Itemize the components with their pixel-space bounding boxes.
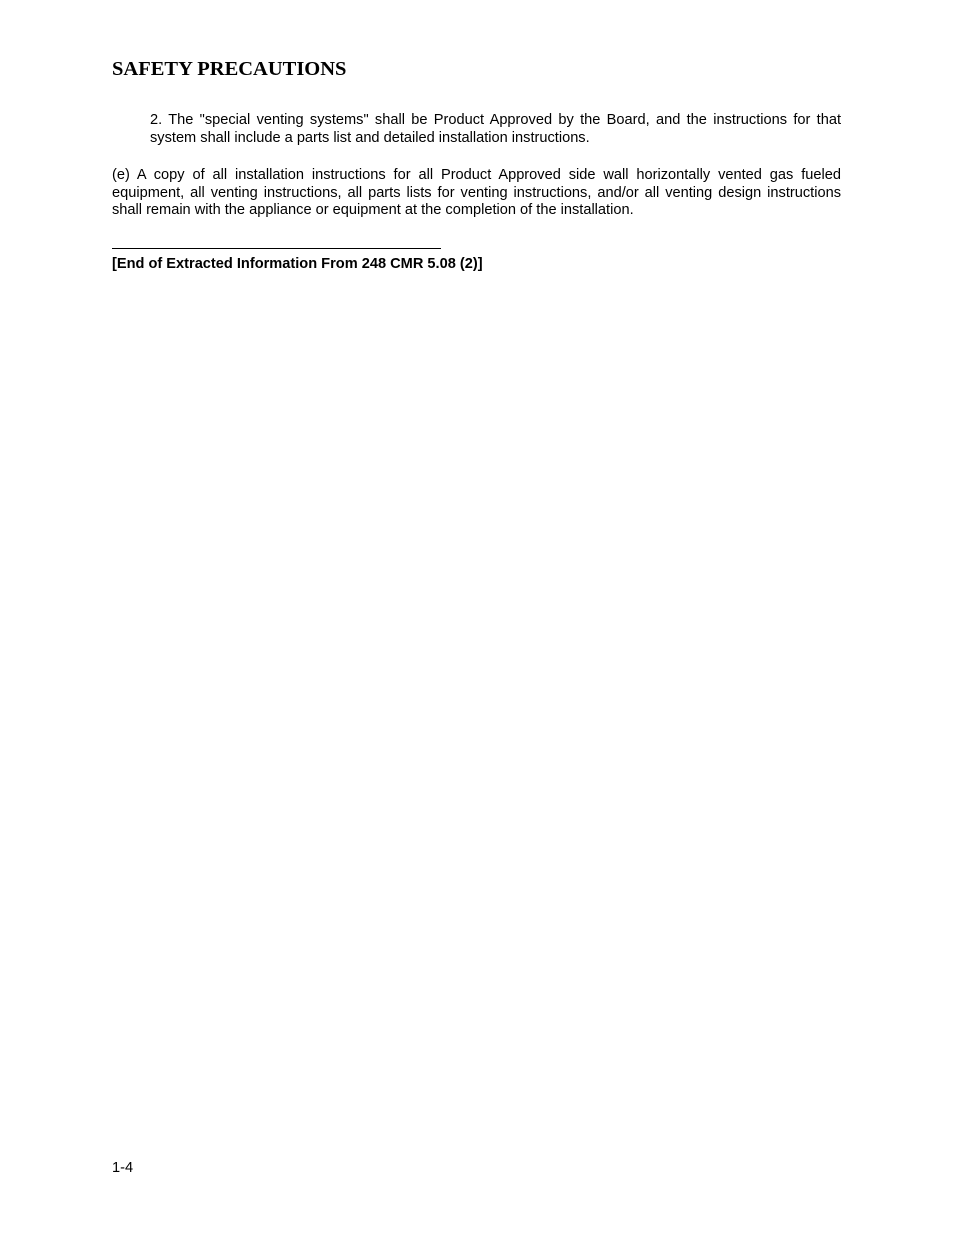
paragraph-special-venting: 2. The "special venting systems" shall be Product Approved by the Board, and the instructions for that system shall include a parts list and detailed installation instructions. [150,112,841,146]
paragraph-installation-instructions: (e) A copy of all installation instructions for all Product Approved side wall horizontally vented gas fueled equipment, all venting instructions, all parts lists for venting instructions, and/or all venting design instructions shall remain with the appliance or equipment at the completion of the installation. [112,167,841,218]
page-heading: SAFETY PRECAUTIONS [112,58,347,80]
end-of-extract-note: [End of Extracted Information From 248 CMR 5.08 (2)] [112,256,483,272]
page-number: 1-4 [112,1160,134,1176]
divider-rule [112,248,441,249]
